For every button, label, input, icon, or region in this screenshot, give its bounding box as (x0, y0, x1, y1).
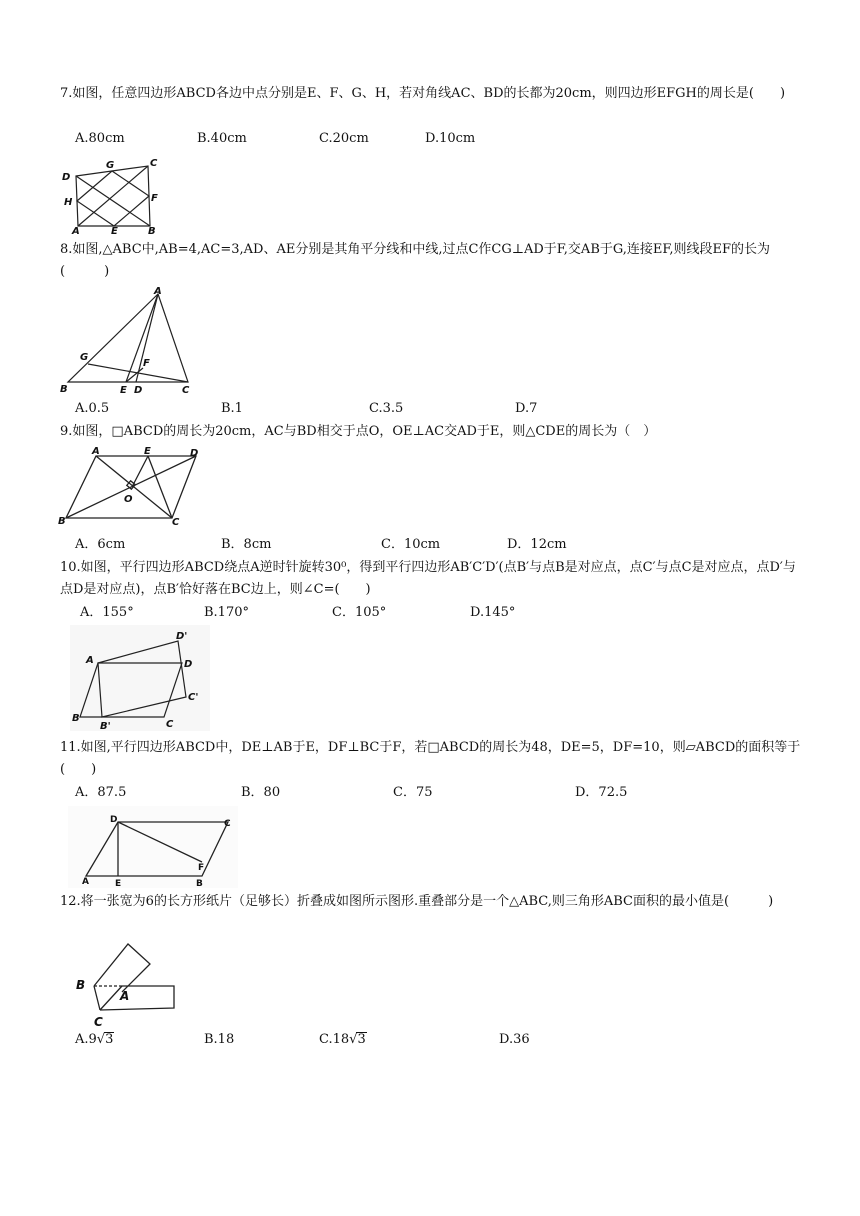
fig7-label-a: A (72, 226, 80, 234)
figure-parallelogram-perpendicular (58, 444, 204, 532)
fig7-label-c: C (150, 158, 158, 169)
question-9-text: 9.如图，□ABCD的周长为20cm，AC与BD相交于点O，OE⊥AC交AD于E，则△CDE的周长为（ ） (60, 424, 657, 439)
fig8-label-c: C (182, 385, 190, 396)
fig9-label-e: E (144, 446, 151, 457)
option-d[interactable]: D．72.5 (575, 785, 628, 800)
question-12-text: 12.将一张宽为6的长方形纸片（足够长）折叠成如图所示图形.重叠部分是一个△ABC,则三角形ABC面积的最小值是( ) (60, 894, 774, 909)
question-8-text: 8.如图,△ABC中,AB=4,AC=3,AD、AE分别是其角平分线和中线,过点C作CG⊥AD于F,交AB于G,连接EF,则线段EF的长为( ) (60, 242, 771, 279)
fig12-label-a: A (120, 989, 130, 1003)
option-d[interactable]: D．12cm (507, 537, 567, 552)
fig12-label-b: B (76, 978, 86, 992)
option-c[interactable] (319, 1031, 367, 1049)
sqrt-sign: √ (96, 1032, 106, 1047)
option-c[interactable]: C.3.5 (369, 401, 404, 416)
fig11-label-a: A (82, 877, 89, 887)
fig7-label-d: D (62, 172, 71, 183)
fig7-label-g: G (106, 160, 115, 171)
figure-parallelogram-heights (68, 806, 238, 892)
fig10-label-c: C (166, 719, 174, 730)
option-c-coefficient: C.18 (319, 1032, 350, 1047)
fig7-label-e: E (111, 226, 118, 234)
question-7-text: 7.如图，任意四边形ABCD各边中点分别是E、F、G、H，若对角线AC、BD的长都为20cm，则四边形EFGH的周长是( ) (60, 86, 786, 101)
fig8-label-f: F (143, 358, 150, 369)
option-c[interactable]: C．105° (332, 605, 387, 620)
question-9 (60, 421, 808, 443)
option-a-coefficient: A.9 (75, 1032, 97, 1047)
question-12 (60, 891, 808, 913)
question-7 (60, 83, 808, 105)
option-b[interactable]: B．8cm (221, 537, 272, 552)
fig10-label-cprime: C' (188, 692, 199, 703)
option-a[interactable]: A．87.5 (75, 785, 127, 800)
fig10-label-a: A (86, 655, 94, 666)
option-a[interactable]: A．6cm (75, 537, 126, 552)
fig11-label-c: C (224, 819, 231, 829)
option-d[interactable]: D.145° (470, 605, 516, 620)
option-d[interactable]: D.7 (515, 401, 538, 416)
question-10 (60, 557, 808, 601)
fig11-label-e: E (115, 879, 122, 888)
fig8-label-e: E (120, 385, 127, 396)
option-c[interactable]: C.20cm (319, 131, 369, 146)
fig10-label-d: D (184, 659, 193, 670)
option-c[interactable]: C．75 (393, 785, 433, 800)
figure-rotated-parallelogram (70, 625, 210, 735)
option-b[interactable]: B.1 (221, 401, 243, 416)
fig9-label-b: B (58, 516, 66, 527)
fig7-label-h: H (64, 197, 73, 208)
fig8-label-g: G (80, 352, 89, 363)
option-a[interactable]: A.80cm (75, 131, 125, 146)
question-11 (60, 737, 808, 781)
fig10-label-b: B (72, 713, 80, 724)
fig8-label-a: A (154, 286, 162, 297)
question-11-text: 11.如图,平行四边形ABCD中，DE⊥AB于E，DF⊥BC于F，若□ABCD的周长为48，DE=5，DF=10，则▱ABCD的面积等于( ) (60, 740, 801, 777)
option-b[interactable]: B.170° (204, 605, 249, 620)
option-a[interactable]: A.0.5 (75, 401, 110, 416)
figure-folded-paper (72, 942, 182, 1032)
fig10-label-dprime: D' (176, 631, 188, 642)
fig8-label-d: D (134, 385, 143, 396)
question-10-text: 10.如图，平行四边形ABCD绕点A逆时针旋转30⁰，得到平行四边形AB′C′D′(点B′与点B是对应点，点C′与点C是对应点，点D′与点D是对应点)，点B′恰好落在BC边上，则∠C=( ) (60, 560, 796, 597)
fig7-label-f: F (151, 193, 158, 204)
fig9-label-o: O (124, 494, 133, 505)
fig11-label-d: D (110, 815, 118, 825)
fig7-label-b: B (148, 226, 156, 234)
question-8 (60, 239, 808, 283)
option-c-radicand: 3 (357, 1032, 366, 1047)
fig9-label-d: D (190, 448, 199, 459)
option-d[interactable]: D.10cm (425, 131, 476, 146)
fig11-label-b: B (196, 879, 203, 888)
fig9-label-a: A (92, 446, 100, 457)
option-a[interactable]: A．155° (80, 605, 134, 620)
option-a[interactable] (75, 1031, 114, 1049)
option-c[interactable]: C．10cm (381, 537, 441, 552)
fig9-label-c: C (172, 517, 180, 528)
fig10-label-bprime: B' (100, 721, 111, 731)
option-b[interactable]: B.18 (204, 1032, 235, 1047)
option-b[interactable]: B．80 (241, 785, 281, 800)
fig11-label-f: F (198, 863, 205, 873)
option-d[interactable]: D.36 (499, 1032, 530, 1047)
fig8-label-b: B (60, 384, 68, 395)
figure-quadrilateral-midpoints (60, 156, 164, 238)
figure-triangle-bisector (60, 286, 200, 400)
sqrt-sign: √ (349, 1032, 358, 1047)
option-b[interactable]: B.40cm (197, 131, 247, 146)
option-a-radicand: 3 (105, 1032, 114, 1047)
fig12-label-c: C (94, 1015, 103, 1028)
